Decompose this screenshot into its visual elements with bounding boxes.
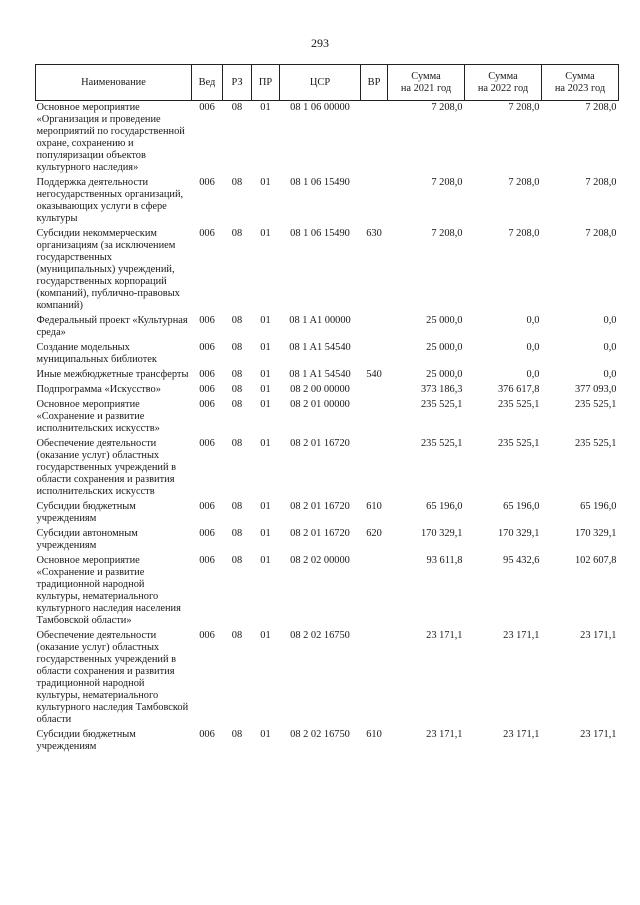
row-csr: 08 2 00 00000 [290,384,350,395]
header-sum-2023-line2: на 2023 год [554,82,606,94]
row-sum-2022: 376 617,8 [497,384,540,395]
header-sum-2023-line1: Сумма [565,70,595,82]
row-csr: 08 2 02 16750 [290,630,350,641]
row-pr: 01 [260,438,271,449]
row-rz: 08 [231,729,243,740]
row-name: Субсидии бюджетным учреждениям [36,501,136,524]
budget-table [35,64,619,755]
row-pr: 01 [260,501,271,512]
row-rz: 08 [231,177,243,188]
header-sum-2021 [388,65,465,101]
row-ved: 006 [199,501,215,512]
row-pr: 01 [260,399,271,410]
header-sum-2022 [465,65,542,101]
row-ved: 006 [199,177,215,188]
row-name: Субсидии бюджетным учреждениям [36,729,136,752]
row-csr: 08 2 01 16720 [290,501,350,512]
row-name: Создание модельных муниципальных библиотек [36,342,157,365]
row-csr: 08 2 01 16720 [290,438,350,449]
row-vr [361,101,388,177]
row-sum-2023: 235 525,1 [574,399,617,410]
row-pr: 01 [260,228,271,239]
row-rz: 08 [231,528,243,539]
row-ved: 006 [199,729,215,740]
row-csr: 08 2 02 16750 [290,729,350,740]
row-vr: 610 [366,729,382,740]
row-sum-2022: 95 432,6 [503,555,540,566]
row-sum-2022: 0,0 [526,315,540,326]
row-name: Обеспечение деятельности (оказание услуг) областных государственных учреждений в области сохранения и развития традиционной народной культуры, нематериального культурного наследия Тамбовской области [36,630,189,725]
table-row [36,527,619,554]
row-ved: 006 [199,315,215,326]
row-pr: 01 [260,528,271,539]
row-sum-2021: 235 525,1 [420,438,463,449]
row-sum-2023: 0,0 [603,315,617,326]
table-row [36,500,619,527]
row-rz: 08 [231,315,243,326]
row-sum-2022: 0,0 [526,342,540,353]
row-sum-2021: 373 186,3 [420,384,463,395]
row-sum-2023: 65 196,0 [580,501,617,512]
row-sum-2021: 25 000,0 [426,315,463,326]
row-sum-2023: 7 208,0 [585,102,617,113]
row-ved: 006 [199,438,215,449]
table-row [36,383,619,398]
row-sum-2023: 23 171,1 [580,630,617,641]
row-vr [361,398,388,437]
header-sum-2021-line2: на 2021 год [400,82,452,94]
header-pr: ПР [252,65,280,101]
row-csr: 08 1 06 00000 [290,102,350,113]
row-sum-2021: 7 208,0 [431,177,463,188]
row-ved: 006 [199,630,215,641]
row-sum-2023: 7 208,0 [585,228,617,239]
row-rz: 08 [231,384,243,395]
row-pr: 01 [260,177,271,188]
row-vr: 630 [366,228,382,239]
row-sum-2021: 65 196,0 [426,501,463,512]
row-name: Основное мероприятие «Сохранение и развитие традиционной народной культуры, нематериального культурного наследия населения Тамбовской области» [36,555,181,626]
row-sum-2022: 7 208,0 [508,177,540,188]
row-sum-2022: 7 208,0 [508,102,540,113]
table-header-row [36,65,619,101]
table-row [36,728,619,755]
header-vr: ВР [361,65,388,101]
table-row [36,368,619,383]
row-sum-2022: 65 196,0 [503,501,540,512]
row-name: Подпрограмма «Искусство» [36,384,161,395]
row-ved: 006 [199,528,215,539]
row-sum-2022: 170 329,1 [497,528,540,539]
row-name: Основное мероприятие «Организация и проведение мероприятий по государственной охране, сохранению и популяризации объектов культурного наследия» [36,102,185,173]
row-sum-2021: 170 329,1 [420,528,463,539]
table-row [36,227,619,314]
header-ved: Вед [192,65,223,101]
row-vr [361,341,388,368]
row-sum-2021: 25 000,0 [426,342,463,353]
row-sum-2023: 0,0 [603,342,617,353]
row-vr: 620 [366,528,382,539]
row-ved: 006 [199,555,215,566]
row-csr: 08 1 A1 00000 [289,315,351,326]
row-sum-2022: 7 208,0 [508,228,540,239]
header-sum-2023 [542,65,619,101]
row-vr [361,176,388,227]
row-csr: 08 2 01 16720 [290,528,350,539]
row-sum-2022: 235 525,1 [497,399,540,410]
table-row [36,341,619,368]
header-sum-2022-line1: Сумма [488,70,518,82]
row-name: Федеральный проект «Культурная среда» [36,315,188,338]
table-row [36,176,619,227]
row-rz: 08 [231,369,243,380]
row-sum-2023: 170 329,1 [574,528,617,539]
row-rz: 08 [231,438,243,449]
row-vr [361,629,388,728]
row-csr: 08 1 A1 54540 [289,369,351,380]
row-pr: 01 [260,369,271,380]
header-sum-2022-line2: на 2022 год [477,82,529,94]
header-name: Наименование [36,65,192,101]
row-csr: 08 2 01 00000 [290,399,350,410]
row-name: Обеспечение деятельности (оказание услуг) областных государственных учреждений в области сохранения и развития исполнительских искусств [36,438,177,497]
row-ved: 006 [199,369,215,380]
row-vr [361,437,388,500]
row-sum-2021: 7 208,0 [431,102,463,113]
row-sum-2021: 23 171,1 [426,630,463,641]
row-rz: 08 [231,342,243,353]
row-sum-2022: 23 171,1 [503,630,540,641]
row-rz: 08 [231,399,243,410]
row-name: Субсидии некоммерческим организациям (за исключением государственных (муниципальных) учреждений, государственных корпораций (компаний), публично-правовых компаний) [36,228,180,311]
row-sum-2021: 23 171,1 [426,729,463,740]
row-rz: 08 [231,102,243,113]
row-sum-2022: 23 171,1 [503,729,540,740]
row-ved: 006 [199,384,215,395]
row-sum-2023: 102 607,8 [574,555,617,566]
row-csr: 08 2 02 00000 [290,555,350,566]
row-name: Субсидии автономным учреждениям [36,528,138,551]
row-csr: 08 1 06 15490 [290,228,350,239]
row-ved: 006 [199,399,215,410]
page-number: 293 [311,36,329,50]
row-pr: 01 [260,729,271,740]
row-ved: 006 [199,228,215,239]
row-rz: 08 [231,630,243,641]
row-sum-2021: 7 208,0 [431,228,463,239]
row-name: Основное мероприятие «Сохранение и развитие исполнительских искусств» [36,399,160,434]
row-vr [361,383,388,398]
row-sum-2021: 25 000,0 [426,369,463,380]
row-sum-2021: 235 525,1 [420,399,463,410]
table-row [36,437,619,500]
table-row [36,314,619,341]
row-sum-2023: 235 525,1 [574,438,617,449]
row-sum-2023: 0,0 [603,369,617,380]
row-pr: 01 [260,315,271,326]
row-rz: 08 [231,501,243,512]
row-sum-2023: 377 093,0 [574,384,617,395]
row-sum-2021: 93 611,8 [426,555,463,566]
row-pr: 01 [260,555,271,566]
row-sum-2023: 23 171,1 [580,729,617,740]
row-name: Поддержка деятельности негосударственных организаций, оказывающих услуги в сфере культуры [36,177,184,224]
row-vr: 610 [366,501,382,512]
row-pr: 01 [260,102,271,113]
table-row [36,101,619,177]
table-row [36,398,619,437]
row-ved: 006 [199,342,215,353]
table-row [36,629,619,728]
row-pr: 01 [260,384,271,395]
row-rz: 08 [231,228,243,239]
row-csr: 08 1 A1 54540 [289,342,351,353]
row-csr: 08 1 06 15490 [290,177,350,188]
row-sum-2023: 7 208,0 [585,177,617,188]
row-ved: 006 [199,102,215,113]
table-row [36,554,619,629]
header-rz: РЗ [223,65,252,101]
row-pr: 01 [260,342,271,353]
header-csr: ЦСР [280,65,361,101]
row-vr [361,314,388,341]
header-sum-2021-line1: Сумма [411,70,441,82]
row-pr: 01 [260,630,271,641]
row-rz: 08 [231,555,243,566]
row-sum-2022: 235 525,1 [497,438,540,449]
row-vr [361,554,388,629]
row-sum-2022: 0,0 [526,369,540,380]
row-name: Иные межбюджетные трансферты [36,369,189,380]
row-vr: 540 [366,369,382,380]
